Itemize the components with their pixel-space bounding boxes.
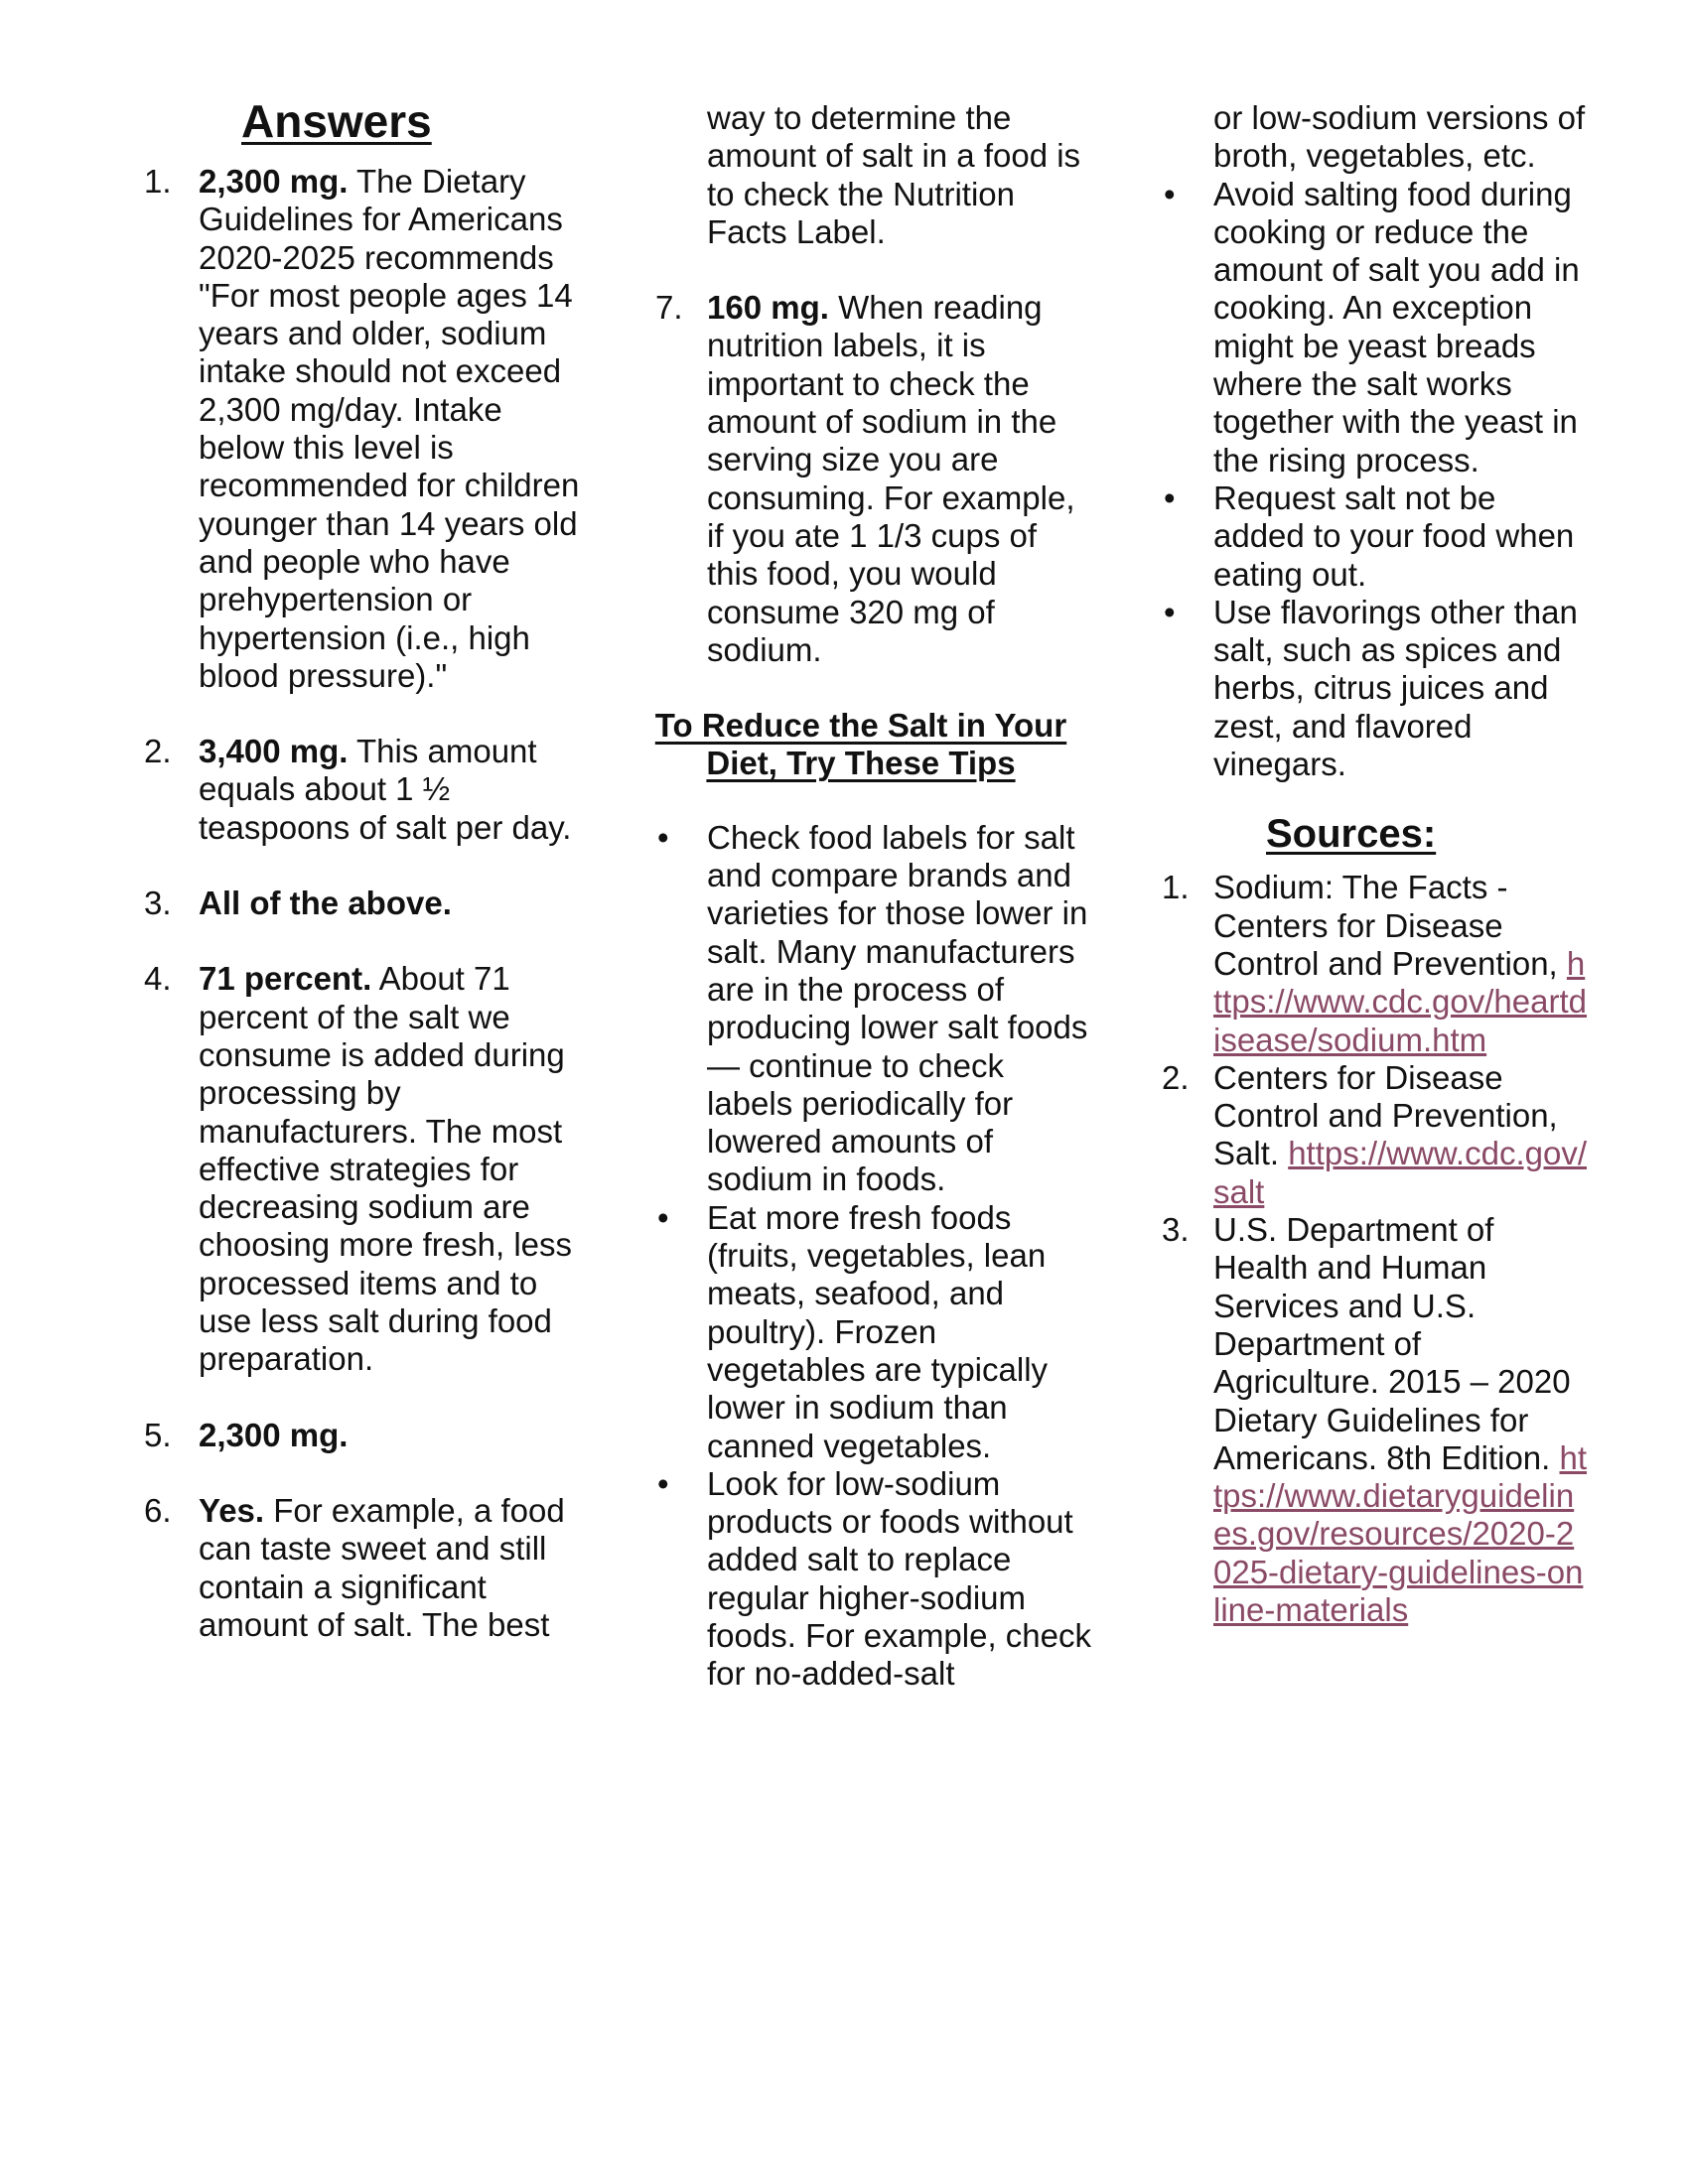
tips-list [645, 819, 1094, 1694]
answers-list-continued [645, 289, 1094, 669]
tip-item-1 [645, 819, 1094, 1199]
source-text: Sodium: The Facts - Centers for Disease Control and Prevention, [1213, 869, 1567, 982]
bullet-icon: • [1164, 175, 1176, 212]
answer-number: 1. [144, 163, 172, 200]
bullet-icon: • [657, 818, 669, 856]
source-link-cdc-sodium[interactable]: https://www.cdc.gov/heartdisease/sodium.htm [1213, 944, 1588, 1058]
answer-number: 2. [144, 733, 172, 770]
answer-key: 160 mg. [707, 289, 829, 327]
tip-item-4 [1152, 176, 1589, 479]
bullet-icon: • [1164, 478, 1176, 516]
tip-text: Look for low-sodium products or foods without added salt to replace regular higher-sodium foods. For example, check for no-added-salt [707, 1464, 1092, 1693]
answer-explanation: This amount equals about 1 ½ teaspoons of salt per day. [199, 733, 572, 846]
answer-item-5 [144, 1417, 581, 1454]
bullet-icon: • [657, 1464, 669, 1502]
sources-list [1152, 869, 1589, 1629]
answer-item-7 [645, 289, 1094, 669]
sources-column [1152, 99, 1589, 1629]
answer-item-1 [144, 163, 581, 695]
tip-text: Request salt not be added to your food when eating out. [1213, 478, 1575, 593]
answer-number: 7. [655, 289, 683, 327]
tips-heading-line-2: Diet, Try These Tips [706, 745, 1016, 782]
tip-item-6 [1152, 594, 1589, 783]
tips-list-continued [1152, 176, 1589, 784]
tip-text: Eat more fresh foods (fruits, vegetables, lean meats, seafood, and poultry). Frozen vegetables are typically lower in sodium than canned vegetables. [707, 1198, 1049, 1464]
source-link-cdc-salt[interactable]: https://www.cdc.gov/salt [1213, 1135, 1587, 1210]
answer-number: 5. [144, 1416, 172, 1453]
answer-key: 2,300 mg. [199, 163, 349, 200]
answer-item-2 [144, 733, 581, 847]
answer-explanation: About 71 percent of the salt we consume is added during processing by manufacturers. The most effective strategies for decreasing sodium are choosing more fresh, less processed items and to use less salt during food preparation. [199, 960, 573, 1378]
tip-text: Check food labels for salt and compare brands and varieties for those lower in salt. Many manufacturers are in the process of producing lower salt foods — continue to check labels periodically for lowered amounts of sodium in foods. [707, 818, 1088, 1198]
answer-item-4 [144, 960, 581, 1378]
answers-column [144, 93, 581, 1644]
source-link-dietary-guidelines[interactable]: https://www.dietaryguidelines.gov/resources/2020-2025-dietary-guidelines-online-materials [1213, 1438, 1588, 1628]
answers-list [144, 163, 581, 1644]
answer-number: 3. [144, 885, 172, 922]
answer-key: Yes. [199, 1491, 265, 1529]
answer-item-3 [144, 885, 581, 922]
source-text: Centers for Disease Control and Prevention, Salt. [1213, 1058, 1558, 1172]
tips-heading [628, 707, 1094, 783]
answer-number: 4. [144, 960, 172, 998]
bullet-icon: • [657, 1198, 669, 1236]
tips-column [645, 99, 1094, 1694]
tip-text: Avoid salting food during cooking or reduce the amount of salt you add in cooking. An exception might be yeast breads where the salt works together with the yeast in the rising process. [1213, 175, 1580, 478]
answer-explanation: When reading nutrition labels, it is important to check the amount of sodium in the serving size you are consuming. For example, if you ate 1 1/3 cups of this food, you would consume 320 mg of sodium. [707, 289, 1075, 668]
answer-explanation: The Dietary Guidelines for Americans 2020-2025 recommends "For most people ages 14 years and older, sodium intake should not exceed 2,300 mg/day. Intake below this level is recommended for children younger than 14 years old and people who have prehypertension or hypertension (i.e., high blood pressure)." [199, 163, 580, 694]
source-item-3 [1152, 1211, 1589, 1629]
answer-key: 71 percent. [199, 960, 372, 998]
tip-text: Use flavorings other than salt, such as spices and herbs, citrus juices and zest, and flavored vinegars. [1213, 593, 1578, 783]
source-text: U.S. Department of Health and Human Services and U.S. Department of Agriculture. 2015 – 2020 Dietary Guidelines for Americans. 8th Edition. [1213, 1211, 1571, 1476]
answers-heading: Answers [241, 95, 432, 147]
sources-heading: Sources: [1266, 812, 1437, 857]
answer-key: 3,400 mg. [199, 733, 349, 770]
answer-key: All of the above. [199, 885, 452, 922]
tips-heading-line-1: To Reduce the Salt in Your [654, 707, 1067, 745]
source-item-1 [1152, 869, 1589, 1058]
tip-item-3-continued: or low-sodium versions of broth, vegetables, etc. [1213, 99, 1586, 175]
tip-item-2 [645, 1199, 1094, 1465]
answer-key: 2,300 mg. [199, 1416, 349, 1453]
answer-number: 6. [144, 1491, 172, 1529]
source-number: 1. [1162, 869, 1190, 906]
answer-explanation: For example, a food can taste sweet and still contain a significant amount of salt. The best [199, 1491, 565, 1643]
tip-item-3 [645, 1465, 1094, 1694]
bullet-icon: • [1164, 593, 1176, 630]
tip-item-5 [1152, 479, 1589, 594]
source-number: 3. [1162, 1211, 1190, 1249]
source-number: 2. [1162, 1058, 1190, 1096]
source-item-2 [1152, 1059, 1589, 1211]
answer-item-6 [144, 1492, 581, 1644]
answer-item-6-continued: way to determine the amount of salt in a food is to check the Nutrition Facts Label. [707, 99, 1081, 250]
